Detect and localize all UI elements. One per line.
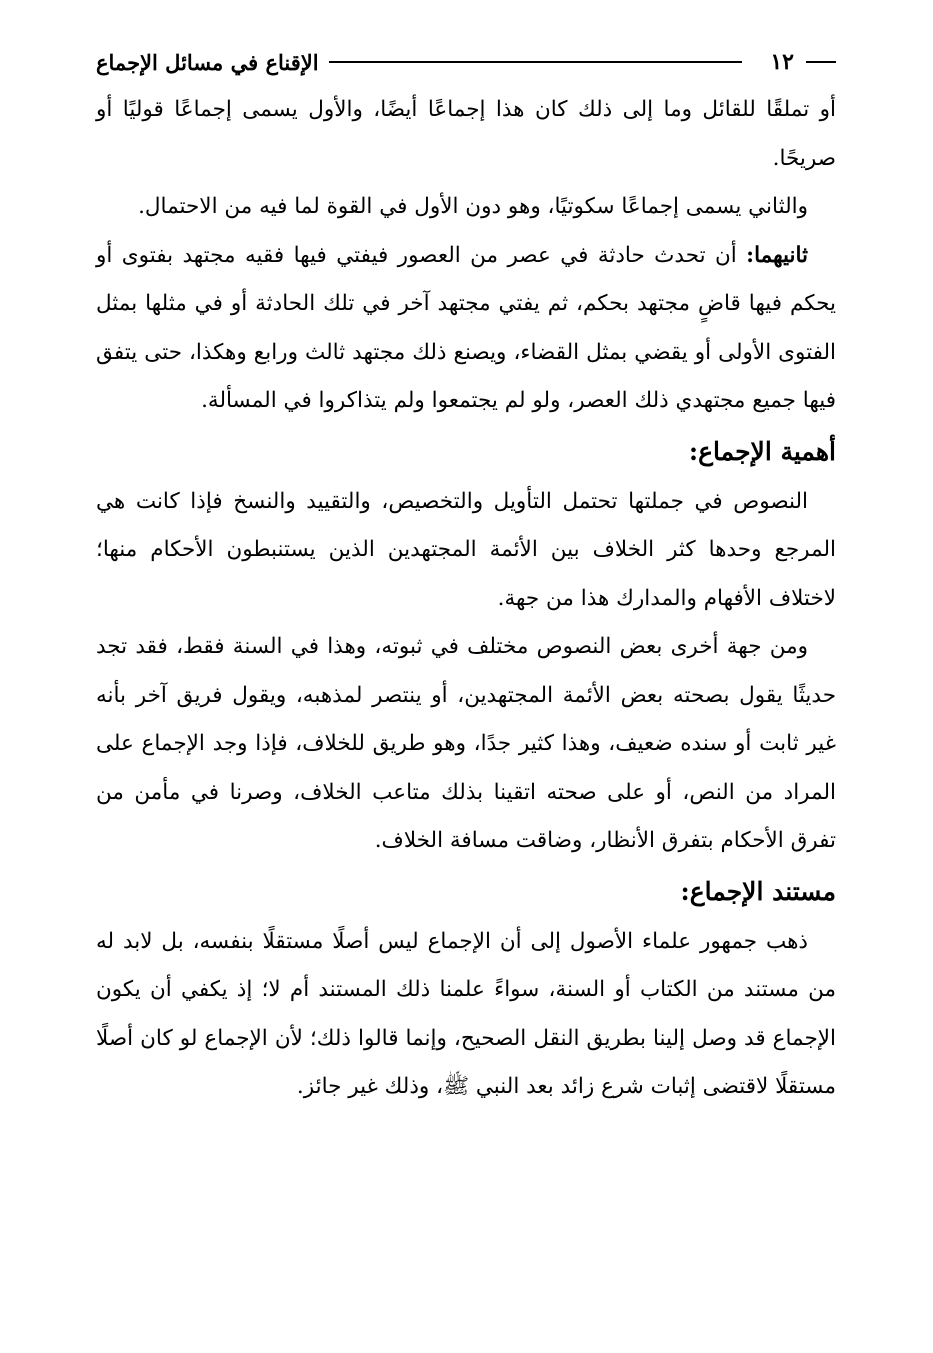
heading-importance: أهمية الإجماع: bbox=[688, 436, 836, 466]
paragraph-second-type bbox=[96, 232, 836, 426]
paragraph-second-type-text: أن تحدث حادثة في عصر من العصور فيفتي فيها فقيه مجتهد بفتوى أو يحكم فيها قاضٍ مجتهد بحكم، ثم يفتي مجتهد آخر في تلك الحادثة أو في مثلها بمثل الفتوى الأولى أو يقضي بمثل القضاء، ويصنع ذلك مجتهد ثالث ورابع وهكذا، حتى يتفق فيها جميع مجتهدي ذلك العصر، ولو لم يجتمعوا ولم يتذاكروا في المسألة. bbox=[96, 242, 836, 413]
header-rule bbox=[329, 61, 743, 63]
header-rule-short bbox=[806, 61, 836, 63]
paragraph-basis-1: ذهب جمهور علماء الأصول إلى أن الإجماع ليس أصلًا مستقلًا بنفسه، بل لابد له من مستند من الكتاب أو السنة، سواءً علمنا ذلك المستند أم لا؛ إذ يكفي أن يكون الإجماع قد وصل إلينا بطريق النقل الصحيح، وإنما قالوا ذلك؛ لأن الإجماع لو كان أصلًا مستقلًا لاقتضى إثبات شرع زائد بعد النبي ﷺ، وذلك غير جائز. bbox=[96, 928, 836, 1099]
page-number: ١٢ bbox=[770, 49, 794, 75]
paragraph-continuation: أو تملقًا للقائل وما إلى ذلك كان هذا إجماعًا أيضًا، والأول يسمى إجماعًا قوليًا أو صريحًا. bbox=[96, 97, 836, 171]
page-body bbox=[96, 86, 836, 1112]
paragraph-importance-1: النصوص في جملتها تحتمل التأويل والتخصيص، والتقييد والنسخ فإذا كانت هي المرجع وحدها كثر الخلاف بين الأئمة المجتهدين الذين يستنبطون الأحكام منها؛ لاختلاف الأفهام والمدارك هذا من جهة. bbox=[96, 488, 836, 611]
heading-basis: مستند الإجماع: bbox=[680, 876, 836, 906]
book-page bbox=[96, 38, 836, 1112]
paragraph-tacit-consensus: والثاني يسمى إجماعًا سكوتيًا، وهو دون الأول في القوة لما فيه من الاحتمال. bbox=[138, 194, 808, 219]
running-header bbox=[96, 38, 836, 86]
paragraph-importance-2: ومن جهة أخرى بعض النصوص مختلف في ثبوته، وهذا في السنة فقط، فقد تجد حديثًا يقول بصحته بعض الأئمة المجتهدين، أو ينتصر لمذهبه، ويقول فريق آخر بأنه غير ثابت أو سنده ضعيف، وهذا كثير جدًا، وهو طريق للخلاف، فإذا وجد الإجماع على المراد من النص، أو على صحته اتقينا بذلك متاعب الخلاف، وصرنا في مأمن من تفرق الأحكام بتفرق الأنظار، وضاقت مسافة الخلاف. bbox=[96, 634, 836, 853]
term-second: ثانيهما: bbox=[746, 242, 808, 268]
book-title: الإقناع في مسائل الإجماع bbox=[96, 49, 319, 75]
